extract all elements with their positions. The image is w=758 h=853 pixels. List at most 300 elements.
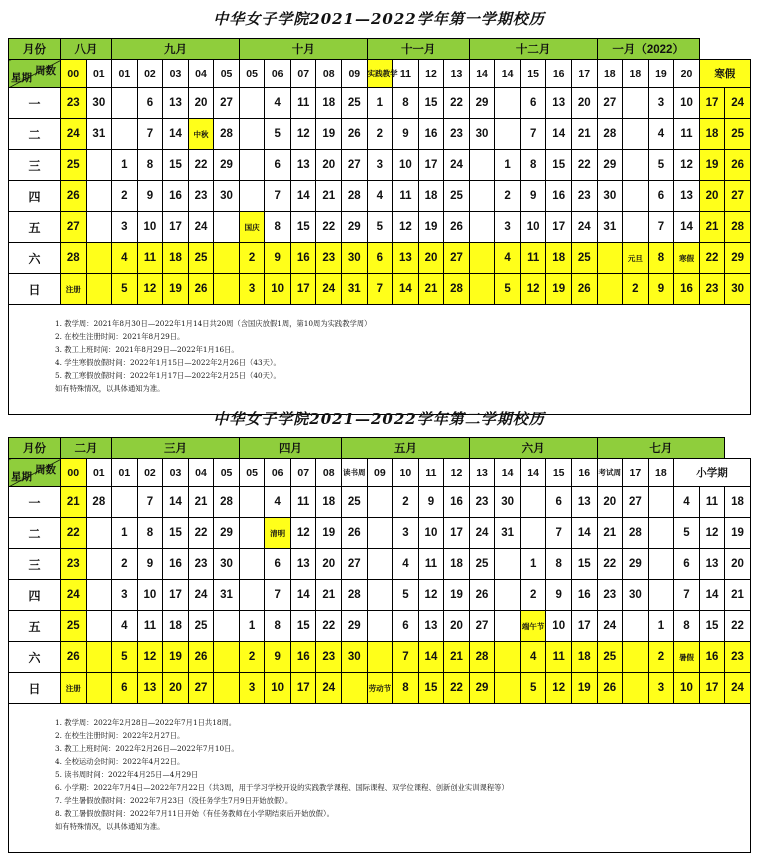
date-cell: 14: [418, 642, 444, 673]
date-cell: 17: [571, 611, 597, 642]
date-cell: 27: [214, 88, 240, 119]
date-cell: 25: [342, 88, 368, 119]
date-cell: 23: [188, 181, 214, 212]
week-number-cell: 01: [86, 60, 112, 88]
day-row: [9, 642, 751, 673]
week-number-cell: 05: [214, 459, 240, 487]
date-cell: 22: [188, 150, 214, 181]
date-cell: 9: [520, 181, 546, 212]
date-cell: 4: [495, 243, 521, 274]
note-line: 8. 教工暑假放假时间：2022年7月11日开始（有任务教师在小学期结束后开始放假）。: [55, 809, 334, 818]
date-cell: 5: [367, 212, 393, 243]
date-cell: 22: [444, 673, 470, 704]
date-cell: 26: [597, 673, 623, 704]
date-cell: [112, 119, 138, 150]
date-cell: 24: [444, 150, 470, 181]
weekday-label: 六: [9, 642, 61, 673]
note-line: 1. 教学周：2022年2月28日—2022年7月1日共18周。: [55, 718, 237, 727]
date-cell: 11: [137, 611, 163, 642]
date-cell: 10: [137, 212, 163, 243]
date-cell: 26: [188, 642, 214, 673]
date-cell: 19: [571, 673, 597, 704]
date-cell: 25: [61, 150, 87, 181]
week-number-cell: 00: [61, 60, 87, 88]
date-cell: 26: [342, 119, 368, 150]
date-cell: [342, 673, 368, 704]
date-cell: 1: [648, 611, 674, 642]
date-cell: 15: [418, 673, 444, 704]
weekday-label: 六: [9, 243, 61, 274]
date-cell: [239, 150, 265, 181]
date-cell: [623, 150, 649, 181]
day-row: [9, 611, 751, 642]
date-cell: 3: [495, 212, 521, 243]
date-cell: 寒假: [674, 243, 700, 274]
date-cell: 2: [239, 642, 265, 673]
date-cell: 元旦: [623, 243, 649, 274]
date-cell: 19: [163, 642, 189, 673]
date-cell: [367, 611, 393, 642]
date-cell: 27: [623, 487, 649, 518]
date-cell: [623, 642, 649, 673]
date-cell: 19: [444, 580, 470, 611]
date-cell: 17: [418, 150, 444, 181]
date-cell: 26: [444, 212, 470, 243]
notes-row: [9, 305, 751, 415]
date-cell: 17: [444, 518, 470, 549]
date-cell: 10: [418, 518, 444, 549]
date-cell: 16: [290, 642, 316, 673]
date-cell: 12: [418, 580, 444, 611]
diagonal-header-cell: [9, 60, 61, 88]
date-cell: [648, 549, 674, 580]
date-cell: 4: [265, 487, 291, 518]
date-cell: [86, 642, 112, 673]
month-header-label: 月份: [9, 438, 61, 459]
day-header-label: 星期: [11, 72, 32, 84]
date-cell: 14: [674, 212, 700, 243]
semester-2-calendar-table: [8, 437, 751, 853]
note-line: 3. 教工上班时间：2022年2月26日—2022年7月10日。: [55, 744, 239, 753]
date-cell: 14: [163, 487, 189, 518]
date-cell: 13: [674, 181, 700, 212]
day-row: [9, 181, 751, 212]
week-number-cell: 12: [418, 60, 444, 88]
month-header: 十一月: [367, 39, 469, 60]
date-cell: 11: [520, 243, 546, 274]
date-cell: 30: [495, 487, 521, 518]
date-cell: 23: [61, 88, 87, 119]
weekday-label: 四: [9, 181, 61, 212]
date-cell: 7: [367, 274, 393, 305]
date-cell: 28: [61, 243, 87, 274]
weekday-label: 三: [9, 549, 61, 580]
date-cell: 9: [137, 181, 163, 212]
week-number-cell: 12: [444, 459, 470, 487]
date-cell: 27: [342, 549, 368, 580]
date-cell: [648, 518, 674, 549]
date-cell: 22: [571, 150, 597, 181]
weekday-label: 二: [9, 518, 61, 549]
date-cell: [469, 181, 495, 212]
date-cell: 30: [86, 88, 112, 119]
week-number-cell: 03: [163, 459, 189, 487]
date-cell: 25: [725, 119, 751, 150]
date-cell: 15: [163, 518, 189, 549]
date-cell: 6: [674, 549, 700, 580]
date-cell: 26: [725, 150, 751, 181]
note-line: 2. 在校生注册时间：2021年8月29日。: [55, 332, 185, 341]
date-cell: 12: [137, 274, 163, 305]
date-cell: 24: [61, 580, 87, 611]
date-cell: [495, 611, 521, 642]
date-cell: [86, 580, 112, 611]
date-cell: [623, 119, 649, 150]
date-cell: 31: [597, 212, 623, 243]
date-cell: [86, 611, 112, 642]
date-cell: 31: [342, 274, 368, 305]
date-cell: 17: [699, 673, 725, 704]
date-cell: 30: [597, 181, 623, 212]
weekday-label: 二: [9, 119, 61, 150]
date-cell: 3: [239, 673, 265, 704]
date-cell: 12: [520, 274, 546, 305]
week-number-cell: 06: [265, 459, 291, 487]
date-cell: 22: [725, 611, 751, 642]
date-cell: 1: [112, 518, 138, 549]
date-cell: 30: [214, 549, 240, 580]
date-cell: 29: [214, 150, 240, 181]
date-cell: 20: [444, 611, 470, 642]
date-cell: 15: [571, 549, 597, 580]
date-cell: 1: [112, 150, 138, 181]
date-cell: 23: [725, 642, 751, 673]
date-cell: 25: [571, 243, 597, 274]
date-cell: [495, 580, 521, 611]
date-cell: 24: [597, 611, 623, 642]
date-cell: 8: [648, 243, 674, 274]
date-cell: [86, 549, 112, 580]
date-cell: [239, 549, 265, 580]
date-cell: 17: [163, 580, 189, 611]
note-line: 1. 教学周：2021年8月30日—2022年1月14日共20周（含国庆放假1周，第10周为实践教学周）: [55, 319, 372, 328]
date-cell: [214, 642, 240, 673]
notes-cell: [9, 704, 751, 853]
week-number-cell: 小学期: [674, 459, 751, 487]
date-cell: 15: [290, 212, 316, 243]
week-number-cell: 16: [546, 60, 572, 88]
date-cell: 20: [316, 150, 342, 181]
date-cell: 8: [520, 150, 546, 181]
date-cell: 5: [495, 274, 521, 305]
date-cell: 2: [239, 243, 265, 274]
week-header-label: 周数: [35, 65, 56, 77]
date-cell: 3: [648, 673, 674, 704]
date-cell: 20: [163, 673, 189, 704]
week-number-cell: 15: [546, 459, 572, 487]
month-header-row: [9, 39, 751, 60]
date-cell: 14: [290, 580, 316, 611]
date-cell: 5: [520, 673, 546, 704]
date-cell: 12: [137, 642, 163, 673]
date-cell: 12: [699, 518, 725, 549]
date-cell: 17: [290, 673, 316, 704]
date-cell: 14: [546, 119, 572, 150]
date-cell: [214, 243, 240, 274]
date-cell: 28: [214, 487, 240, 518]
date-cell: 7: [265, 181, 291, 212]
date-cell: 11: [546, 642, 572, 673]
date-cell: [214, 611, 240, 642]
date-cell: 10: [546, 611, 572, 642]
date-cell: 25: [188, 243, 214, 274]
week-number-cell: 14: [469, 60, 495, 88]
date-cell: [648, 487, 674, 518]
month-header: 八月: [61, 39, 112, 60]
date-cell: 26: [61, 181, 87, 212]
date-cell: [367, 518, 393, 549]
month-header: 五月: [342, 438, 470, 459]
week-number-cell: 19: [648, 60, 674, 88]
date-cell: [623, 181, 649, 212]
date-cell: 8: [265, 611, 291, 642]
date-cell: 4: [393, 549, 419, 580]
week-number-cell: 07: [290, 459, 316, 487]
note-line: 7. 学生暑假放假时间：2022年7月23日（没任务学生7月9日开始放假）。: [55, 796, 293, 805]
date-cell: 10: [265, 673, 291, 704]
week-number-cell: 15: [520, 60, 546, 88]
date-cell: 18: [316, 88, 342, 119]
date-cell: 10: [265, 274, 291, 305]
date-cell: [86, 212, 112, 243]
date-cell: 27: [469, 611, 495, 642]
date-cell: 30: [342, 642, 368, 673]
date-cell: 2: [112, 549, 138, 580]
month-header: 七月: [597, 438, 725, 459]
date-cell: 22: [444, 88, 470, 119]
weekday-label: 日: [9, 673, 61, 704]
date-cell: 18: [316, 487, 342, 518]
date-cell: 7: [393, 642, 419, 673]
week-number-cell: 01: [112, 459, 138, 487]
day-row: [9, 487, 751, 518]
week-number-cell: 13: [469, 459, 495, 487]
notes-cell: [9, 305, 751, 415]
date-cell: 8: [137, 518, 163, 549]
date-cell: 端午节: [520, 611, 546, 642]
weekday-label: 一: [9, 88, 61, 119]
week-number-cell: 05: [214, 60, 240, 88]
date-cell: 18: [725, 487, 751, 518]
week-number-cell: 00: [61, 459, 87, 487]
date-cell: [520, 487, 546, 518]
date-cell: 26: [342, 518, 368, 549]
date-cell: 16: [674, 274, 700, 305]
date-cell: 3: [648, 88, 674, 119]
month-header: 一月（2022）: [597, 39, 699, 60]
date-cell: 12: [674, 150, 700, 181]
date-cell: [239, 88, 265, 119]
date-cell: 6: [648, 181, 674, 212]
date-cell: 30: [623, 580, 649, 611]
date-cell: 15: [418, 88, 444, 119]
date-cell: [214, 274, 240, 305]
date-cell: 28: [444, 274, 470, 305]
date-cell: 24: [188, 580, 214, 611]
day-row: [9, 580, 751, 611]
date-cell: [495, 549, 521, 580]
date-cell: 21: [188, 487, 214, 518]
date-cell: 24: [571, 212, 597, 243]
date-cell: 注册: [61, 274, 87, 305]
date-cell: 16: [290, 243, 316, 274]
date-cell: 23: [699, 274, 725, 305]
date-cell: 9: [393, 119, 419, 150]
week-number-cell: 11: [393, 60, 419, 88]
date-cell: 19: [163, 274, 189, 305]
date-cell: 7: [546, 518, 572, 549]
weekday-label: 一: [9, 487, 61, 518]
date-cell: 7: [137, 119, 163, 150]
date-cell: 9: [137, 549, 163, 580]
week-number-cell: 01: [112, 60, 138, 88]
date-cell: 9: [546, 580, 572, 611]
date-cell: 7: [674, 580, 700, 611]
date-cell: 5: [393, 580, 419, 611]
date-cell: 29: [342, 611, 368, 642]
date-cell: 25: [188, 611, 214, 642]
date-cell: 16: [546, 181, 572, 212]
day-row: [9, 518, 751, 549]
date-cell: 3: [239, 274, 265, 305]
month-header: 十月: [239, 39, 367, 60]
date-cell: [86, 181, 112, 212]
date-cell: 4: [520, 642, 546, 673]
date-cell: 10: [520, 212, 546, 243]
month-header: 九月: [112, 39, 240, 60]
date-cell: 17: [163, 212, 189, 243]
date-cell: 24: [469, 518, 495, 549]
date-cell: 15: [290, 611, 316, 642]
date-cell: 6: [137, 88, 163, 119]
date-cell: 10: [674, 88, 700, 119]
date-cell: 8: [137, 150, 163, 181]
week-number-cell: 18: [648, 459, 674, 487]
week-number-cell: 18: [597, 60, 623, 88]
date-cell: 9: [265, 642, 291, 673]
date-cell: 29: [469, 88, 495, 119]
date-cell: 21: [316, 580, 342, 611]
week-number-cell: 实践教学: [367, 60, 393, 88]
date-cell: [239, 580, 265, 611]
date-cell: 18: [699, 119, 725, 150]
date-cell: 18: [418, 181, 444, 212]
date-cell: 28: [214, 119, 240, 150]
date-cell: 8: [265, 212, 291, 243]
date-cell: 4: [367, 181, 393, 212]
date-cell: 12: [546, 673, 572, 704]
date-cell: 14: [571, 518, 597, 549]
weekday-label: 三: [9, 150, 61, 181]
date-cell: 13: [163, 88, 189, 119]
date-cell: 24: [316, 274, 342, 305]
date-cell: 11: [290, 487, 316, 518]
date-cell: 30: [725, 274, 751, 305]
weekday-label: 五: [9, 212, 61, 243]
date-cell: 8: [546, 549, 572, 580]
date-cell: [469, 150, 495, 181]
date-cell: 23: [188, 549, 214, 580]
date-cell: 19: [316, 518, 342, 549]
date-cell: [469, 212, 495, 243]
month-header: 十二月: [469, 39, 597, 60]
day-row: [9, 673, 751, 704]
date-cell: 27: [597, 88, 623, 119]
month-header-row: [9, 438, 751, 459]
week-header-row: [9, 459, 751, 487]
date-cell: 13: [571, 487, 597, 518]
date-cell: 19: [725, 518, 751, 549]
weekday-label: 五: [9, 611, 61, 642]
date-cell: [623, 611, 649, 642]
date-cell: 6: [112, 673, 138, 704]
date-cell: 20: [725, 549, 751, 580]
month-header: 六月: [469, 438, 597, 459]
week-number-cell: 16: [571, 459, 597, 487]
date-cell: 16: [163, 549, 189, 580]
date-cell: 2: [648, 642, 674, 673]
date-cell: 16: [418, 119, 444, 150]
diagonal-header-cell: [9, 459, 61, 487]
date-cell: 1: [239, 611, 265, 642]
date-cell: 9: [265, 243, 291, 274]
date-cell: [86, 274, 112, 305]
date-cell: 16: [699, 642, 725, 673]
day-row: [9, 549, 751, 580]
day-header-label: 星期: [11, 471, 32, 483]
date-cell: 18: [546, 243, 572, 274]
date-cell: 25: [597, 642, 623, 673]
date-cell: 11: [137, 243, 163, 274]
date-cell: 25: [342, 487, 368, 518]
week-number-cell: 11: [418, 459, 444, 487]
date-cell: 27: [342, 150, 368, 181]
date-cell: [239, 181, 265, 212]
date-cell: 25: [469, 549, 495, 580]
date-cell: 19: [418, 212, 444, 243]
date-cell: 24: [188, 212, 214, 243]
date-cell: 18: [163, 611, 189, 642]
date-cell: [367, 487, 393, 518]
date-cell: 5: [265, 119, 291, 150]
date-cell: 30: [214, 181, 240, 212]
date-cell: [495, 673, 521, 704]
date-cell: 23: [597, 580, 623, 611]
date-cell: 28: [597, 119, 623, 150]
note-line: 4. 全校运动会时间：2022年4月22日。: [55, 757, 185, 766]
date-cell: 2: [495, 181, 521, 212]
note-line: 5. 读书周时间：2022年4月25日—4月29日: [55, 770, 199, 779]
date-cell: [86, 243, 112, 274]
date-cell: 30: [469, 119, 495, 150]
week-number-cell: 17: [623, 459, 649, 487]
week-number-cell: 04: [188, 459, 214, 487]
date-cell: 25: [444, 181, 470, 212]
date-cell: 2: [367, 119, 393, 150]
weekday-label: 日: [9, 274, 61, 305]
date-cell: [469, 243, 495, 274]
date-cell: 23: [61, 549, 87, 580]
